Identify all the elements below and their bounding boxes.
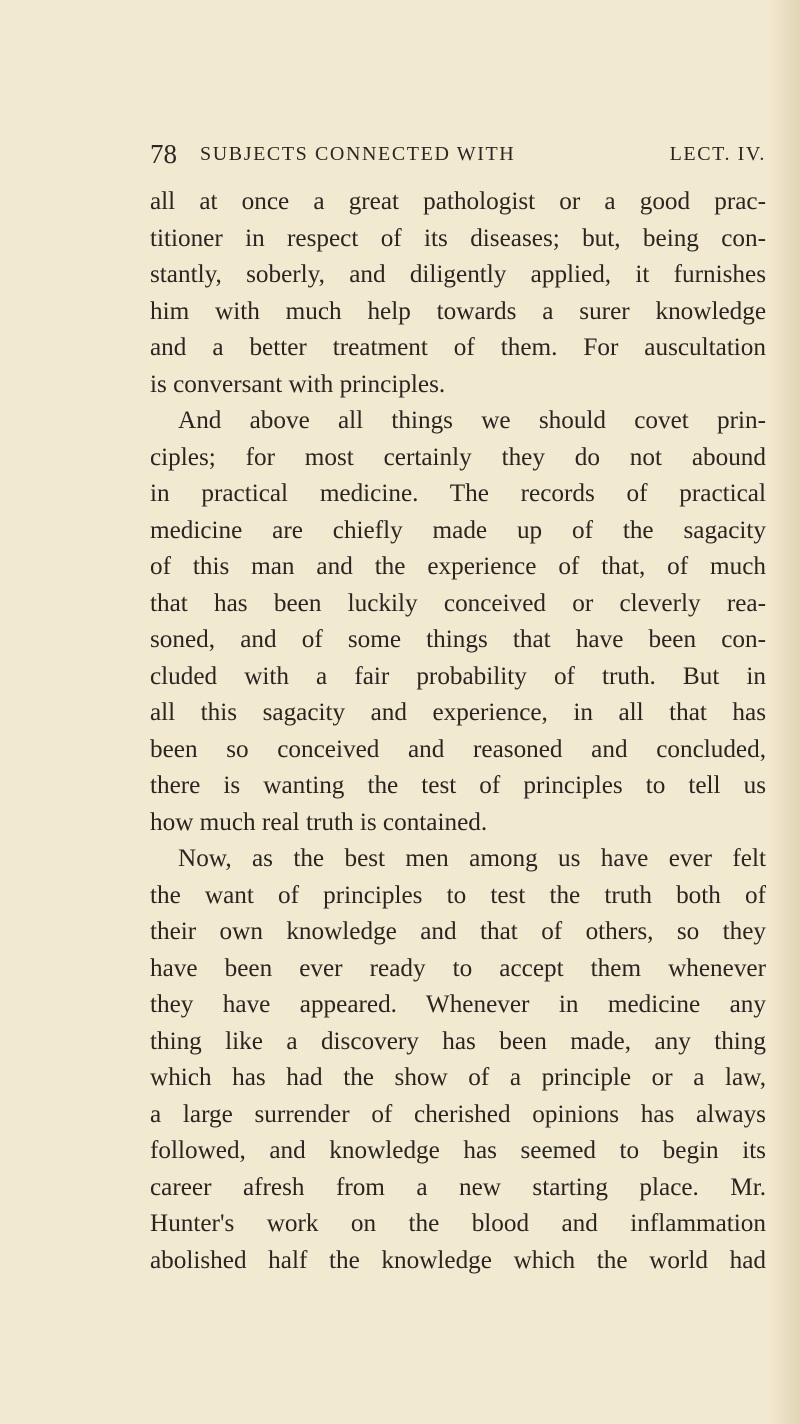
text-line: there is wanting the test of principles to tell us xyxy=(150,772,766,799)
text-line: in practical medicine. The records of practical xyxy=(150,480,766,507)
text-line: how much real truth is contained. xyxy=(150,808,488,836)
text-line: the want of principles to test the truth both of xyxy=(150,881,766,909)
text-line: is conversant with principles. xyxy=(150,370,446,398)
body-text xyxy=(150,184,766,1279)
text-line: medicine are chiefly made up of the sagacity xyxy=(150,516,766,544)
text-line: have been ever ready to accept them whenever xyxy=(150,954,766,982)
text-line: cluded with a fair probability of truth. But in xyxy=(150,662,766,690)
text-line: abolished half the knowledge which the world had xyxy=(150,1246,766,1274)
text-line: all this sagacity and experience, in all that has xyxy=(150,699,766,726)
running-head-lecture: LECT. IV. xyxy=(669,143,766,165)
text-line: him with much help towards a surer knowledge xyxy=(150,297,766,325)
text-line: and a better treatment of them. For auscultation xyxy=(150,334,766,361)
text-line: all at once a great pathologist or a good prac- xyxy=(150,188,766,215)
text-line: of this man and the experience of that, of much xyxy=(150,553,766,580)
text-line: stantly, soberly, and diligently applied, it furnishes xyxy=(150,261,766,288)
text-line: followed, and knowledge has seemed to begin its xyxy=(150,1137,766,1164)
text-line: been so conceived and reasoned and concluded, xyxy=(150,735,766,763)
text-line: which has had the show of a principle or a law, xyxy=(150,1064,766,1091)
text-line: that has been luckily conceived or cleverly rea- xyxy=(150,589,766,617)
text-line: Now, as the best men among us have ever felt xyxy=(178,845,766,872)
text-line: Hunter's work on the blood and inflammation xyxy=(150,1210,766,1237)
text-line: titioner in respect of its diseases; but, being con- xyxy=(150,224,766,252)
text-line: a large surrender of cherished opinions has always xyxy=(150,1100,766,1128)
text-line: soned, and of some things that have been con- xyxy=(150,626,766,653)
text-line: And above all things we should covet prin- xyxy=(178,407,766,434)
text-line: they have appeared. Whenever in medicine any xyxy=(150,991,766,1018)
text-line: their own knowledge and that of others, so they xyxy=(150,918,766,945)
text-line: ciples; for most certainly they do not abound xyxy=(150,443,766,471)
text-line: thing like a discovery has been made, any thing xyxy=(150,1027,766,1055)
page-header xyxy=(150,139,766,173)
page-number: 78 xyxy=(150,139,177,169)
text-line: career afresh from a new starting place. Mr. xyxy=(150,1173,766,1201)
running-head: SUBJECTS CONNECTED WITH xyxy=(200,143,516,165)
